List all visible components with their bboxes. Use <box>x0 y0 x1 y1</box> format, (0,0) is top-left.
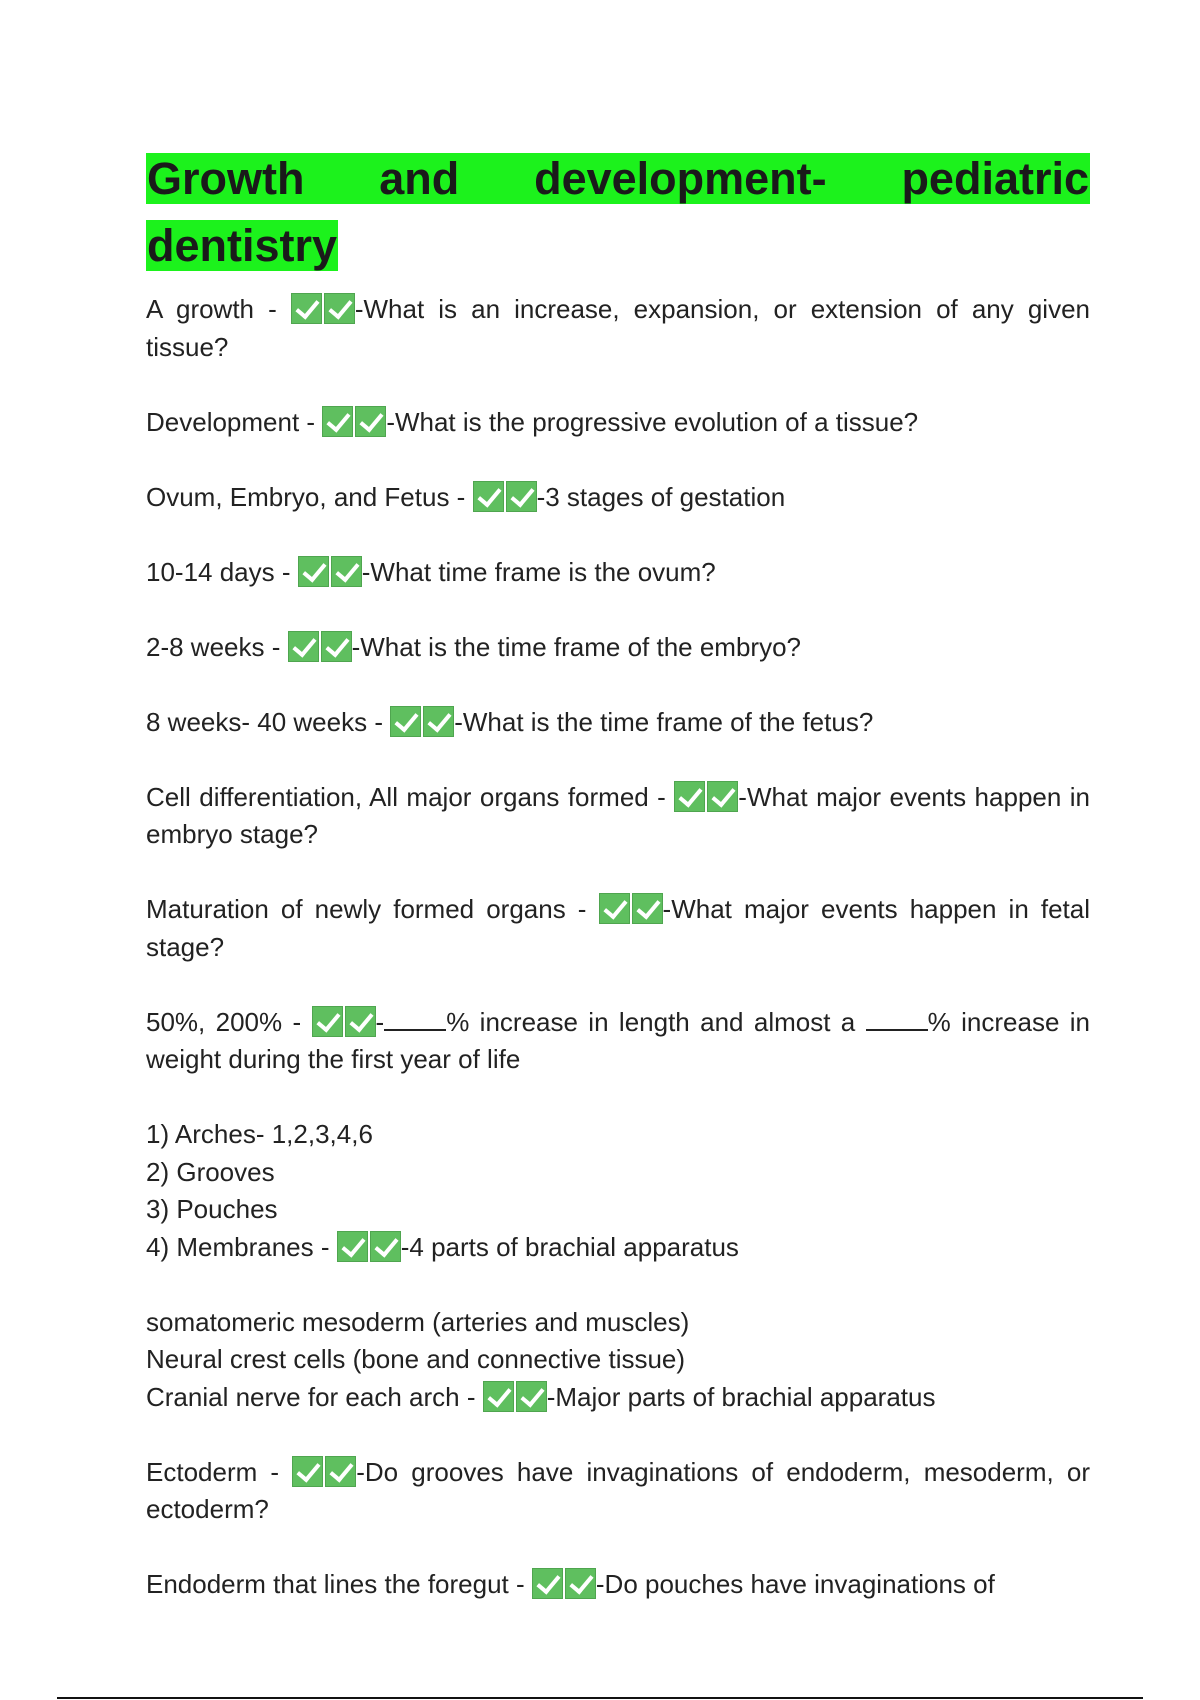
check-icons <box>292 1457 356 1487</box>
flashcard-entry <box>146 779 1090 854</box>
question-text: -Major parts of brachial apparatus <box>546 1381 936 1412</box>
check-icons <box>532 1569 596 1599</box>
fill-blank-line <box>384 1009 446 1031</box>
flashcard-list <box>146 291 1090 966</box>
answer-text: 2-8 weeks - <box>146 631 288 662</box>
flashcard-entry <box>146 629 1090 667</box>
document-title <box>146 145 1090 279</box>
check-icons <box>288 632 352 662</box>
check-icons <box>291 294 355 324</box>
flashcard-entry <box>146 404 1090 442</box>
green-checkmark-icon <box>291 293 322 324</box>
check-icons <box>674 782 738 812</box>
green-checkmark-icon <box>483 1381 514 1412</box>
question-text: -What is the time frame of the fetus? <box>454 706 874 737</box>
check-icons <box>390 707 454 737</box>
flashcard-entry <box>146 291 1090 366</box>
list-line: Neural crest cells (bone and connective tissue) <box>146 1344 686 1374</box>
green-checkmark-icon <box>473 481 504 512</box>
green-checkmark-icon <box>321 631 352 662</box>
question-text: -3 stages of gestation <box>536 481 786 512</box>
answer-text: Development - <box>146 406 323 437</box>
green-checkmark-icon <box>674 781 705 812</box>
question-text: -Do pouches have invaginations of <box>595 1569 995 1599</box>
green-checkmark-icon <box>337 1231 368 1262</box>
green-checkmark-icon <box>423 706 454 737</box>
list-line: 2) Grooves <box>146 1156 275 1187</box>
flashcard-entry <box>146 704 1090 742</box>
answer-text: Ovum, Embryo, and Fetus - <box>146 481 473 512</box>
question-text: -Do grooves have invaginations of endoderm, mesoderm, or ectoderm? <box>146 1456 1090 1524</box>
green-checkmark-icon <box>707 781 738 812</box>
flashcard-entry-grooves <box>146 1454 1090 1529</box>
answer-text: Ectoderm - <box>146 1456 293 1487</box>
green-checkmark-icon <box>506 481 537 512</box>
document-page <box>146 145 1090 1604</box>
check-icons <box>599 894 663 924</box>
green-checkmark-icon <box>532 1568 563 1599</box>
question-text: % increase in length and almost a <box>446 1006 866 1037</box>
question-text: - <box>375 1006 385 1037</box>
question-text: -What is the time frame of the embryo? <box>351 631 801 662</box>
list-line <box>146 1379 1090 1417</box>
green-checkmark-icon <box>312 1006 343 1037</box>
green-checkmark-icon <box>322 406 353 437</box>
check-icons <box>312 1007 376 1037</box>
title-highlight: Growth and development- pediatric dentistry <box>147 153 1089 271</box>
flashcard-entry <box>146 554 1090 592</box>
check-icons <box>298 557 362 587</box>
flashcard-entry-brachial-parts <box>146 1116 1090 1266</box>
answer-text: 50%, 200% - <box>146 1006 312 1037</box>
green-checkmark-icon <box>298 556 329 587</box>
green-checkmark-icon <box>565 1568 596 1599</box>
answer-text: 4) Membranes - <box>146 1231 337 1262</box>
answer-text: Endoderm that lines the foregut - <box>146 1569 532 1599</box>
check-icons <box>473 482 537 512</box>
green-checkmark-icon <box>345 1006 376 1037</box>
green-checkmark-icon <box>516 1381 547 1412</box>
check-icons <box>322 407 386 437</box>
list-line: somatomeric mesoderm (arteries and muscles) <box>146 1306 690 1337</box>
green-checkmark-icon <box>324 293 355 324</box>
fill-blank-line <box>866 1009 928 1031</box>
check-icons <box>337 1232 401 1262</box>
question-text: -What is an increase, expansion, or extension of any given tissue? <box>146 294 1090 362</box>
flashcard-entry-50-200 <box>146 1004 1090 1079</box>
list-line: 3) Pouches <box>146 1194 278 1224</box>
flashcard-entry-pouches <box>146 1566 1090 1604</box>
list-line <box>146 1229 1090 1267</box>
green-checkmark-icon <box>331 556 362 587</box>
green-checkmark-icon <box>370 1231 401 1262</box>
green-checkmark-icon <box>288 631 319 662</box>
question-text: -What time frame is the ovum? <box>361 556 716 587</box>
flashcard-entry <box>146 891 1090 966</box>
question-text: -What major events happen in embryo stage? <box>146 781 1090 849</box>
green-checkmark-icon <box>599 893 630 924</box>
answer-text: Maturation of newly formed organs - <box>146 894 599 924</box>
green-checkmark-icon <box>292 1456 323 1487</box>
question-text: % increase in weight during the first year of life <box>146 1006 1091 1074</box>
list-line: 1) Arches- 1,2,3,4,6 <box>146 1119 373 1149</box>
question-text: -What major events happen in fetal stage? <box>146 894 1091 962</box>
question-text: -4 parts of brachial apparatus <box>400 1231 739 1262</box>
flashcard-entry-major-parts <box>146 1304 1090 1417</box>
check-icons <box>483 1382 547 1412</box>
green-checkmark-icon <box>355 406 386 437</box>
page-bottom-rule <box>57 1697 1143 1699</box>
answer-text: A growth - <box>146 294 291 324</box>
question-text: -What is the progressive evolution of a tissue? <box>386 406 919 437</box>
green-checkmark-icon <box>390 706 421 737</box>
green-checkmark-icon <box>325 1456 356 1487</box>
answer-text: 10-14 days - <box>146 556 298 587</box>
answer-text: Cell differentiation, All major organs formed - <box>146 781 675 812</box>
green-checkmark-icon <box>632 893 663 924</box>
answer-text: 8 weeks- 40 weeks - <box>146 706 391 737</box>
answer-text: Cranial nerve for each arch - <box>146 1381 483 1412</box>
flashcard-entry <box>146 479 1090 517</box>
